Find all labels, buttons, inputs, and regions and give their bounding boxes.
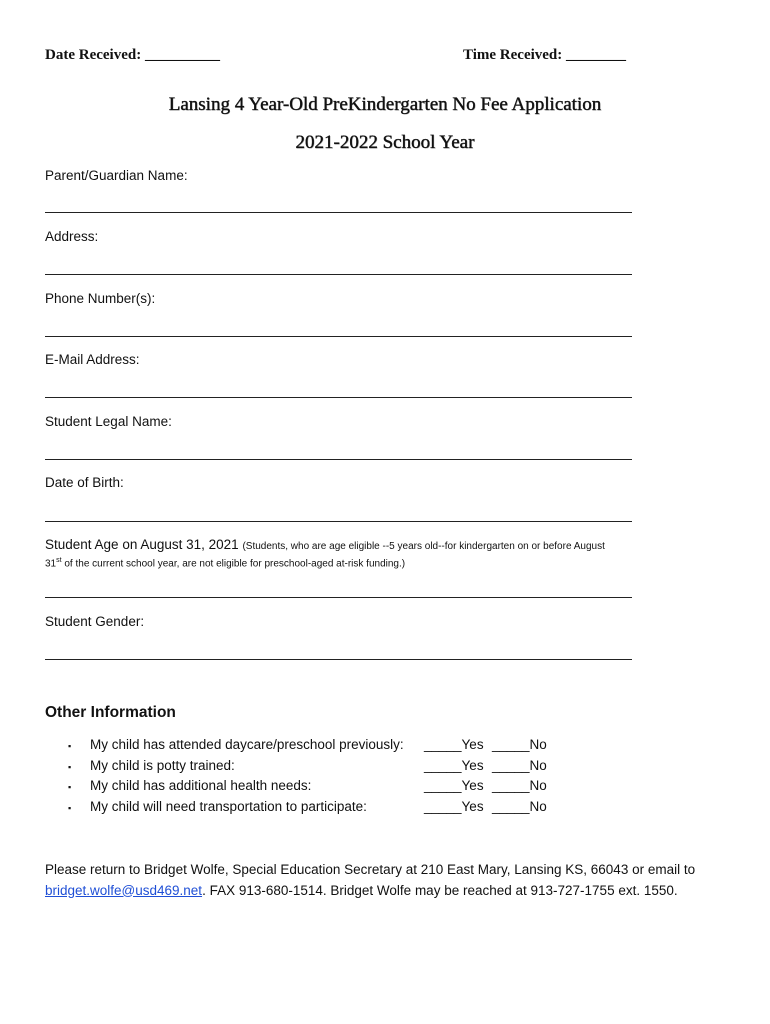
school-year-title: 2021-2022 School Year — [295, 132, 475, 153]
student-name-label: Student Legal Name: — [45, 414, 172, 429]
list-item — [68, 737, 568, 758]
yes-blank[interactable]: _____Yes — [424, 798, 484, 814]
email-line[interactable] — [45, 397, 632, 398]
question-text: My child is potty trained: — [90, 757, 235, 773]
return-instructions-text: Please return to Bridget Wolfe, Special Education Secretary at 210 East Mary, Lansing KS, 66043 or email to — [45, 862, 696, 877]
parent-guardian-label: Parent/Guardian Name: — [45, 168, 188, 183]
phone-label: Phone Number(s): — [45, 291, 156, 306]
time-received-label: Time Received: ________ — [463, 47, 627, 63]
form-title: Lansing 4 Year-Old PreKindergarten No Fee Application — [168, 94, 602, 115]
no-blank[interactable]: _____No — [492, 798, 547, 814]
student-age-label — [45, 537, 605, 552]
date-received-label: Date Received: __________ — [45, 47, 220, 63]
no-blank[interactable]: _____No — [492, 757, 547, 773]
bullet-icon: ▪ — [68, 782, 72, 792]
address-line[interactable] — [45, 274, 632, 275]
question-text: My child will need transportation to participate: — [90, 798, 367, 814]
phone-line[interactable] — [45, 336, 632, 337]
student-name-line[interactable] — [45, 459, 632, 460]
bullet-icon: ▪ — [68, 741, 72, 751]
dob-label: Date of Birth: — [45, 475, 124, 490]
gender-line[interactable] — [45, 659, 632, 660]
email-link[interactable]: bridget.wolfe@usd469.net — [45, 882, 203, 898]
other-information-list — [68, 737, 568, 819]
student-age-text: Student Age on August 31, 2021 — [45, 537, 239, 552]
list-item — [68, 758, 568, 779]
bullet-icon: ▪ — [68, 761, 72, 772]
question-text: My child has attended daycare/preschool previously: — [90, 737, 404, 752]
no-blank[interactable]: _____No — [492, 737, 547, 752]
no-blank[interactable]: _____No — [492, 778, 547, 793]
return-instructions — [45, 860, 725, 901]
yes-blank[interactable]: _____Yes — [424, 778, 484, 793]
bullet-icon: ▪ — [68, 802, 72, 813]
yes-blank[interactable]: _____Yes — [424, 757, 484, 773]
question-text: My child has additional health needs: — [90, 778, 312, 793]
dob-line[interactable] — [45, 521, 632, 522]
list-item — [68, 799, 568, 820]
parent-guardian-line[interactable] — [45, 212, 632, 213]
address-label: Address: — [45, 229, 99, 244]
student-age-note: (Students, who are age eligible --5 years old--for kindergarten on or before August — [242, 541, 605, 552]
yes-blank[interactable]: _____Yes — [424, 737, 484, 752]
email-label: E-Mail Address: — [45, 352, 140, 367]
student-age-note-continued: 31st of the current school year, are not eligible for preschool-aged at-risk funding.) — [45, 557, 406, 570]
contact-info-text: . FAX 913-680-1514. Bridget Wolfe may be reached at 913-727-1755 ext. 1550. — [202, 882, 678, 898]
other-information-heading: Other Information — [45, 704, 176, 721]
list-item — [68, 778, 568, 799]
student-age-line[interactable] — [45, 597, 632, 598]
gender-label: Student Gender: — [45, 614, 145, 629]
